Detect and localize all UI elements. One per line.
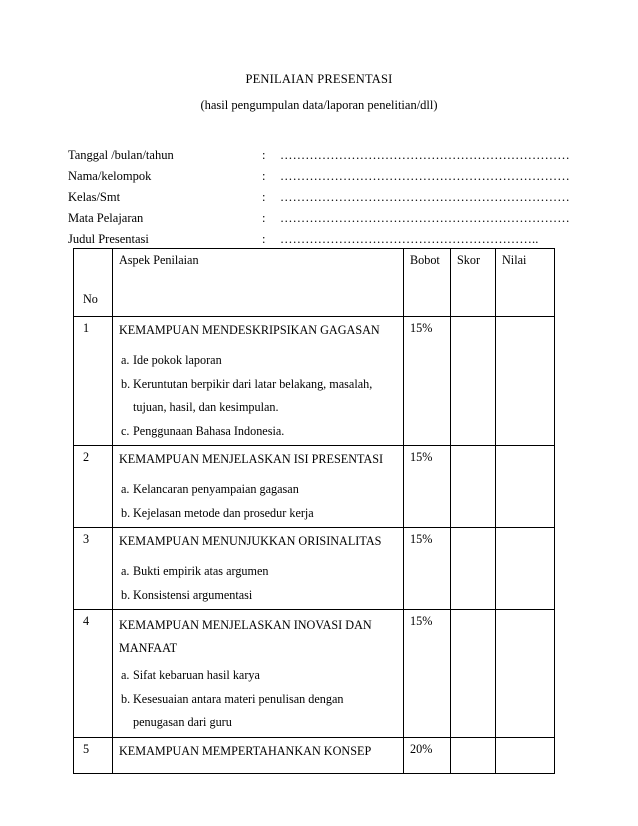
row-bobot: 15% bbox=[404, 446, 451, 528]
row-nilai-cell[interactable] bbox=[496, 317, 555, 446]
row-nilai-cell[interactable] bbox=[496, 446, 555, 528]
field-label: Tanggal /bulan/tahun bbox=[68, 148, 174, 162]
row-no: 2 bbox=[74, 446, 113, 528]
field-kelas-smt bbox=[68, 190, 568, 208]
row-nilai-cell[interactable] bbox=[496, 737, 555, 773]
field-mata-pelajaran bbox=[68, 211, 568, 229]
list-item: b. Keruntutan berpikir dari latar belakang, masalah, tujuan, hasil, dan kesimpulan. bbox=[121, 376, 373, 414]
row-bobot: 20% bbox=[404, 737, 451, 773]
row-bobot: 15% bbox=[404, 528, 451, 610]
table-row bbox=[74, 737, 555, 773]
row-nilai-cell[interactable] bbox=[496, 610, 555, 738]
field-blank[interactable]: …………………………………………………………… bbox=[280, 211, 570, 225]
header-bobot: Bobot bbox=[404, 249, 451, 317]
sub-criteria-list bbox=[119, 664, 403, 735]
field-colon: : bbox=[262, 232, 266, 246]
table-row bbox=[74, 317, 555, 446]
row-aspek bbox=[113, 317, 404, 446]
row-aspek bbox=[113, 610, 404, 738]
sub-criteria-list bbox=[119, 560, 403, 607]
field-tanggal bbox=[68, 148, 568, 166]
row-skor-cell[interactable] bbox=[451, 610, 496, 738]
row-bobot: 15% bbox=[404, 317, 451, 446]
criterion-title: KEMAMPUAN MENDESKRIPSIKAN GAGASAN bbox=[119, 323, 380, 337]
row-skor-cell[interactable] bbox=[451, 317, 496, 446]
field-colon: : bbox=[262, 169, 266, 183]
page-subtitle: (hasil pengumpulan data/laporan penelitian/dll) bbox=[200, 98, 438, 112]
list-item: a. Ide pokok laporan bbox=[121, 353, 222, 367]
table-row bbox=[74, 446, 555, 528]
criterion-title: KEMAMPUAN MENJELASKAN ISI PRESENTASI bbox=[119, 452, 384, 466]
header-aspek: Aspek Penilaian bbox=[113, 249, 404, 317]
criterion-title: KEMAMPUAN MENUNJUKKAN ORISINALITAS bbox=[119, 534, 382, 548]
field-label: Kelas/Smt bbox=[68, 190, 121, 204]
sub-criteria-list bbox=[119, 478, 403, 525]
field-colon: : bbox=[262, 190, 266, 204]
header-no: No bbox=[74, 249, 113, 317]
table-row bbox=[74, 610, 555, 738]
row-skor-cell[interactable] bbox=[451, 528, 496, 610]
field-blank[interactable]: …………………………………………………….. bbox=[280, 232, 539, 246]
field-label: Mata Pelajaran bbox=[68, 211, 144, 225]
list-item: a. Kelancaran penyampaian gagasan bbox=[121, 482, 299, 496]
row-aspek bbox=[113, 528, 404, 610]
row-nilai-cell[interactable] bbox=[496, 528, 555, 610]
field-colon: : bbox=[262, 148, 266, 162]
field-nama-kelompok bbox=[68, 169, 568, 187]
list-item: b. Kesesuaian antara materi penulisan dengan penugasan dari guru bbox=[121, 691, 344, 729]
row-no: 5 bbox=[74, 737, 113, 773]
page-title: PENILAIAN PRESENTASI bbox=[245, 72, 393, 86]
row-no: 3 bbox=[74, 528, 113, 610]
row-skor-cell[interactable] bbox=[451, 737, 496, 773]
table-header-row bbox=[74, 249, 555, 317]
field-label: Judul Presentasi bbox=[68, 232, 149, 246]
list-item: a. Bukti empirik atas argumen bbox=[121, 564, 269, 578]
sub-criteria-list bbox=[119, 349, 403, 443]
field-blank[interactable]: …………………………………………………………… bbox=[280, 148, 570, 162]
row-no: 1 bbox=[74, 317, 113, 446]
header-nilai: Nilai bbox=[496, 249, 555, 317]
row-no: 4 bbox=[74, 610, 113, 738]
row-aspek bbox=[113, 446, 404, 528]
list-item: b. Kejelasan metode dan prosedur kerja bbox=[121, 505, 314, 520]
field-blank[interactable]: …………………………………………………………… bbox=[280, 169, 570, 183]
criterion-title: KEMAMPUAN MENJELASKAN INOVASI DAN MANFAAT bbox=[119, 618, 372, 655]
list-item: c. Penggunaan Bahasa Indonesia. bbox=[121, 423, 285, 438]
list-item: b. Konsistensi argumentasi bbox=[121, 587, 253, 602]
list-item: a. Sifat kebaruan hasil karya bbox=[121, 668, 260, 682]
field-label: Nama/kelompok bbox=[68, 169, 152, 183]
criterion-title: KEMAMPUAN MEMPERTAHANKAN KONSEP bbox=[119, 743, 372, 758]
table-row bbox=[74, 528, 555, 610]
field-blank[interactable]: …………………………………………………………… bbox=[280, 190, 570, 204]
header-skor: Skor bbox=[451, 249, 496, 317]
row-aspek bbox=[113, 737, 404, 773]
row-bobot: 15% bbox=[404, 610, 451, 738]
assessment-table bbox=[73, 248, 555, 774]
row-skor-cell[interactable] bbox=[451, 446, 496, 528]
field-colon: : bbox=[262, 211, 266, 225]
